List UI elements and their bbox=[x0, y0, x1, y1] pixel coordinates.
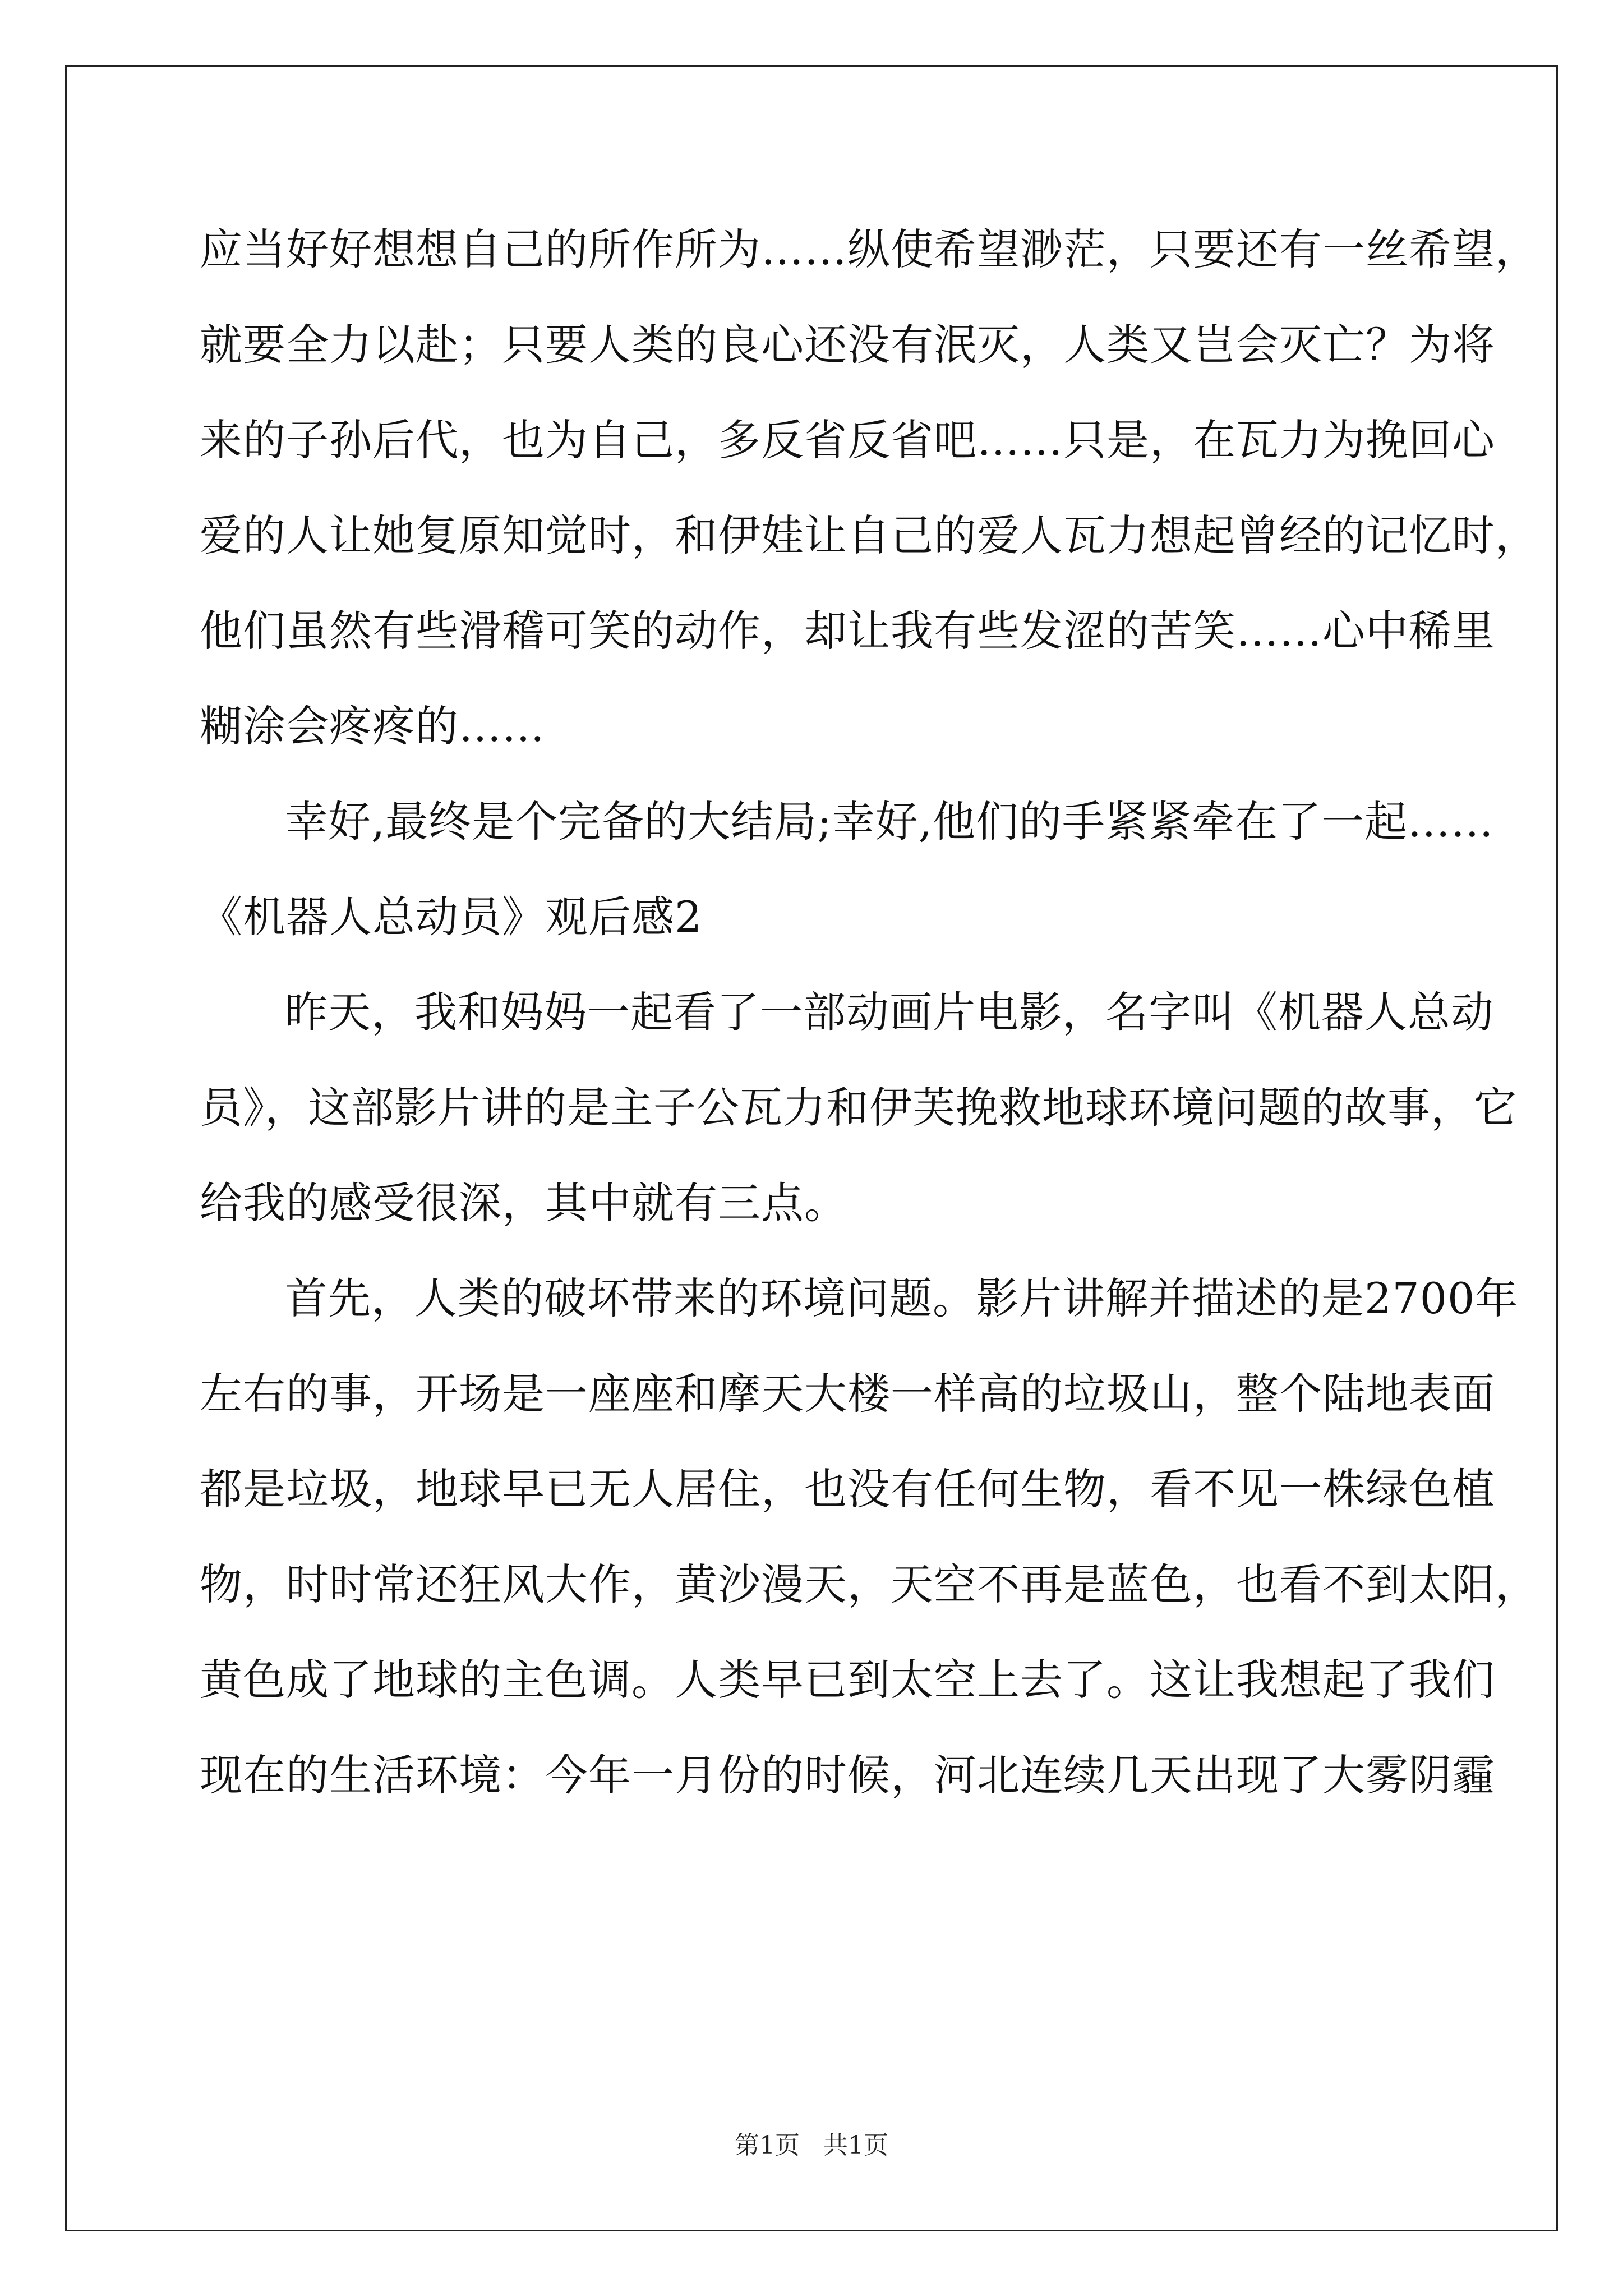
paragraph bbox=[200, 965, 1517, 1251]
paragraph bbox=[200, 1251, 1538, 1823]
text-line: 物，时时常还狂风大作，黄沙漫天，天空不再是蓝色，也看不到太阳， bbox=[200, 1559, 1538, 1609]
page-footer: 第1页 共1页 bbox=[735, 2131, 888, 2160]
document-body bbox=[200, 202, 1538, 1823]
text-line: 都是垃圾，地球早已无人居住，也没有任何生物，看不见一株绿色植 bbox=[200, 1464, 1495, 1514]
text-line: 爱的人让她复原知觉时，和伊娃让自己的爱人瓦力想起曾经的记忆时， bbox=[200, 510, 1538, 560]
text-line: 应当好好想想自己的所作所为……纵使希望渺茫，只要还有一丝希望， bbox=[200, 224, 1538, 274]
text-line: 昨天，我和妈妈一起看了一部动画片电影，名字叫《机器人总动 bbox=[285, 987, 1494, 1037]
heading-text: 《机器人总动员》观后感2 bbox=[200, 892, 703, 942]
text-line: 来的子孙后代，也为自己，多反省反省吧……只是，在瓦力为挽回心 bbox=[200, 415, 1495, 465]
text-line: 首先，人类的破坏带来的环境问题。影片讲解并描述的是2700年 bbox=[285, 1273, 1519, 1323]
text-line: 黄色成了地球的主色调。人类早已到太空上去了。这让我想起了我们 bbox=[200, 1655, 1495, 1705]
text-line: 就要全力以赴；只要人类的良心还没有泯灭，人类又岂会灭亡？为将 bbox=[200, 320, 1495, 370]
text-line: 员》，这部影片讲的是主子公瓦力和伊芙挽救地球环境问题的故事，它 bbox=[200, 1083, 1517, 1133]
text-line: 左右的事，开场是一座座和摩天大楼一样高的垃圾山，整个陆地表面 bbox=[200, 1369, 1495, 1419]
section-heading bbox=[200, 869, 1431, 965]
text-line: 给我的感受很深，其中就有三点。 bbox=[200, 1178, 847, 1228]
text-line: 他们虽然有些滑稽可笑的动作，却让我有些发涩的苦笑……心中稀里 bbox=[200, 606, 1495, 656]
text-line: 现在的生活环境：今年一月份的时候，河北连续几天出现了大雾阴霾 bbox=[200, 1750, 1495, 1800]
text-line: 糊涂会疼疼的…… bbox=[200, 701, 545, 751]
text-line: 幸好,最终是个完备的大结局;幸好,他们的手紧紧牵在了一起…… bbox=[285, 797, 1494, 846]
paragraph bbox=[200, 774, 1494, 869]
paragraph bbox=[200, 202, 1538, 774]
